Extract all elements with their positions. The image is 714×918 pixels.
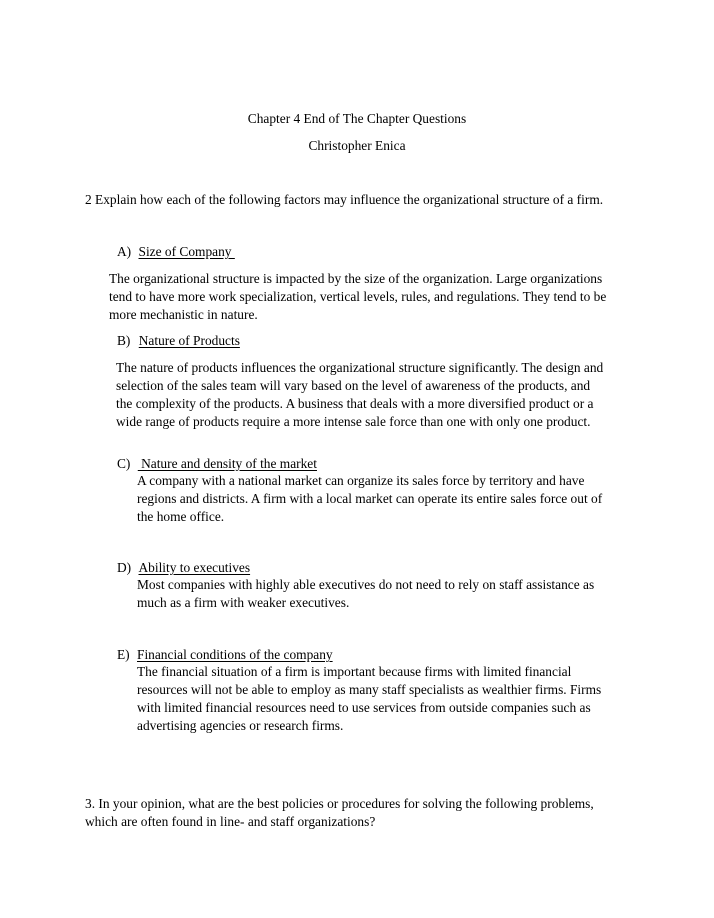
item-d-line: Most companies with highly able executives do not need to rely on staff assistance as bbox=[137, 577, 595, 592]
item-c-line: A company with a national market can organize its sales force by territory and have bbox=[137, 473, 585, 488]
item-c-heading: Nature and density of the market bbox=[137, 456, 317, 471]
item-c-line: the home office. bbox=[137, 509, 225, 524]
question-3-line: which are often found in line- and staff organizations? bbox=[85, 814, 376, 829]
document-author: Christopher Enica bbox=[308, 138, 406, 153]
item-b-heading-row bbox=[117, 332, 240, 350]
item-a-letter: A) bbox=[117, 244, 132, 259]
item-a-line: tend to have more work specialization, vertical levels, rules, and regulations. They tend to be bbox=[109, 289, 607, 304]
question-3-line: 3. In your opinion, what are the best policies or procedures for solving the following problems, bbox=[85, 796, 594, 811]
item-a-heading-row bbox=[117, 243, 235, 261]
item-a-heading: Size of Company bbox=[138, 244, 235, 259]
item-e-heading: Financial conditions of the company bbox=[137, 647, 333, 662]
item-d-body bbox=[137, 576, 594, 612]
item-c-letter: C) bbox=[117, 456, 131, 471]
item-e-body bbox=[137, 663, 601, 735]
item-a-body bbox=[109, 270, 606, 324]
item-e-line: advertising agencies or research firms. bbox=[137, 718, 344, 733]
item-a-line: more mechanistic in nature. bbox=[109, 307, 258, 322]
document-title: Chapter 4 End of The Chapter Questions bbox=[247, 111, 467, 126]
item-d-line: much as a firm with weaker executives. bbox=[137, 595, 350, 610]
item-d-heading: Ability to executives bbox=[138, 560, 251, 575]
item-b-body bbox=[116, 359, 603, 431]
item-a-line: The organizational structure is impacted by the size of the organization. Large organizations bbox=[109, 271, 603, 286]
item-e-line: resources will not be able to employ as many staff specialists as wealthier firms. Firms bbox=[137, 682, 602, 697]
item-e-letter: E) bbox=[117, 647, 130, 662]
item-b-letter: B) bbox=[117, 333, 131, 348]
item-b-line: the complexity of the products. A business that deals with a more diversified product or a bbox=[116, 396, 594, 411]
item-b-line: selection of the sales team will vary based on the level of awareness of the products, and bbox=[116, 378, 591, 393]
item-e-line: The financial situation of a firm is important because firms with limited financial bbox=[137, 664, 572, 679]
item-b-line: wide range of products require a more intense sale force than one with only one product. bbox=[116, 414, 591, 429]
question-3 bbox=[85, 795, 594, 831]
item-e-line: with limited financial resources need to use services from outside companies such as bbox=[137, 700, 591, 715]
item-c-line: regions and districts. A firm with a local market can operate its entire sales force out of bbox=[137, 491, 603, 506]
item-b-line: The nature of products influences the organizational structure significantly. The design and bbox=[116, 360, 604, 375]
item-e-heading-row bbox=[117, 646, 333, 664]
item-c-heading-row bbox=[117, 455, 317, 473]
item-d-letter: D) bbox=[117, 560, 132, 575]
question-2: 2 Explain how each of the following factors may influence the organizational structure of a firm. bbox=[85, 192, 604, 207]
item-d-heading-row bbox=[117, 559, 250, 577]
item-b-heading: Nature of Products bbox=[138, 333, 240, 348]
item-c-body bbox=[137, 472, 602, 526]
